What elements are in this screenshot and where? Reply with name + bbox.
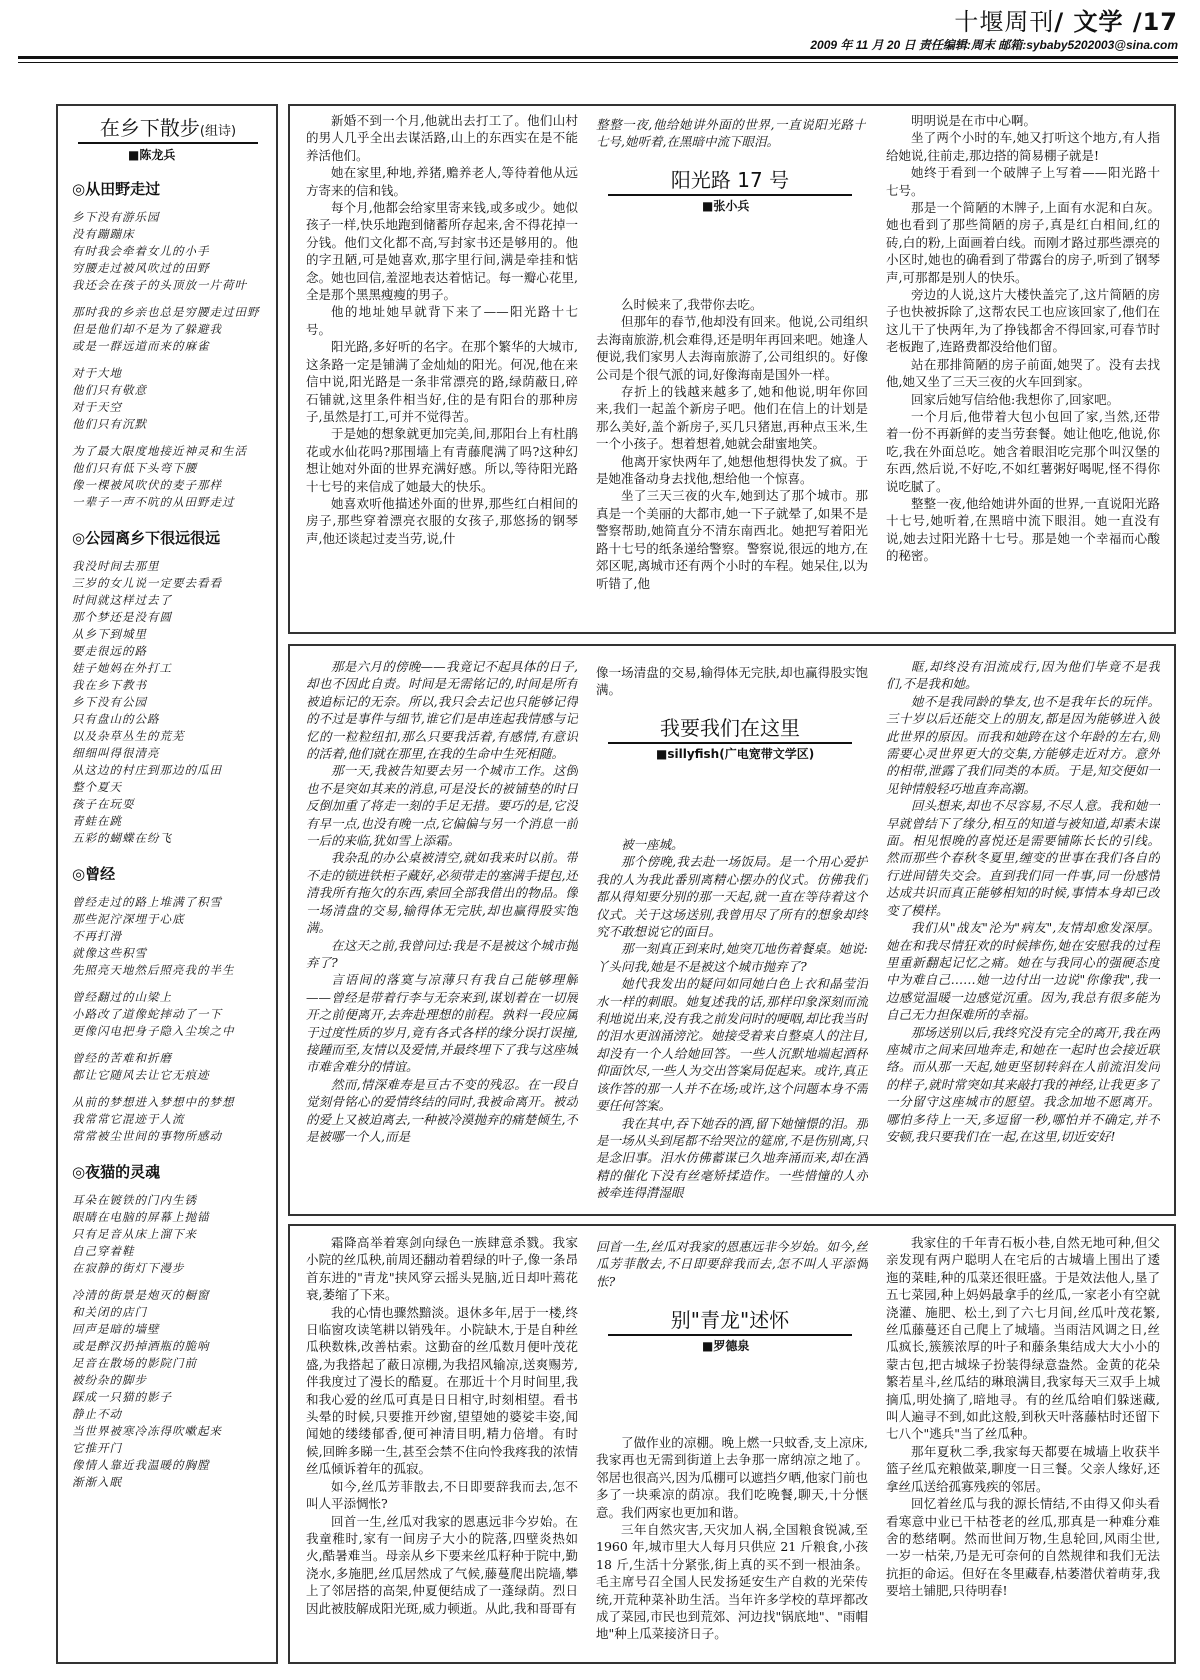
story2-col1 xyxy=(306,658,578,1214)
poem-line: 我常常它混迹于人流 xyxy=(72,1112,185,1126)
story1-col3 xyxy=(886,112,1160,632)
paragraph: 三年自然灾害,天灾加人祸,全国粮食锐减,至 1960 年,城市里大人每月只供应 21 斤粮食,小孩 18 斤,生活十分紧张,街上真的买不到一根油条。毛主席号召全国人民发扬延安生产自救的光荣传统,开荒种菜补助生活。当年许多学校的草坪都改成了菜园,市民也到荒郊、河边找"锅底地"、"雨帽地"种上瓜菜接济日子。 xyxy=(596,1522,868,1642)
poem-line: 眼睛在电脑的屏幕上抛锚 xyxy=(72,1210,210,1224)
poem-line: 他们只有低下头弯下腰 xyxy=(72,461,197,475)
paragraph: 站在那排简陋的房子前面,她哭了。没有去找他,她又坐了三天三夜的火车回到家。 xyxy=(886,356,1160,390)
poem-section-heading: ◎夜猫的灵魂 xyxy=(72,1163,161,1181)
poem-line: 他们只有沉默 xyxy=(72,417,147,431)
paragraph: 新婚不到一个月,他就出去打工了。他们山村的男人几乎全出去谋活路,山上的东西实在是不能养活他们。 xyxy=(306,113,578,163)
poem-line: 有时我会牵着女儿的小手 xyxy=(72,244,210,258)
poem-line: 娃子她妈在外打工 xyxy=(72,661,172,675)
poem-panel xyxy=(56,104,278,1664)
story3-col1 xyxy=(306,1234,578,1662)
story2-title-rule xyxy=(608,742,852,744)
paragraph: 回首一生,丝瓜对我家的恩惠远非今岁始。在我童稚时,家有一间房子大小的院落,四壁炎热如火,酷暑难当。母亲从乡下要来丝瓜籽种于院中,勤浇水,多施肥,丝瓜居然成了气候,藤蔓爬出院墙,攀上了邻居搭的高架,仲夏便结成了一蓬绿荫。烈日因此被肢解成阳光斑,威力顿逝。从此,我和哥哥有 xyxy=(306,1513,578,1616)
story1-title-rule xyxy=(608,194,852,196)
poem-line: 先照亮天地然后照亮我的半生 xyxy=(72,963,235,977)
header-rule-thin xyxy=(18,62,1178,63)
poem-line: 回声是暗的墙壁 xyxy=(72,1322,160,1336)
poem-line: 不再打滑 xyxy=(72,929,122,943)
story2-title: 我要我们在这里 xyxy=(660,716,800,740)
story2-col3 xyxy=(886,658,1160,1214)
paragraph: 于是她的想象就更加完美,间,那阳台上有杜鹃花或水仙花吗?那围墙上有青藤爬满了吗?这种幻想让她对外面的世界充满好感。所以,等待阳光路十七号的来信成了她最大的快乐。 xyxy=(306,426,578,494)
story-sunshine-road xyxy=(288,104,1176,634)
poem-line: 或是一群远道而来的麻雀 xyxy=(72,339,210,353)
paragraph: 言语间的落寞与凉薄只有我自己能够理解——曾经是带着行李与无奈来到,谋划着在一切展开之前便离开,去奔赴理想的前程。孰料一段应属于过度性质的岁月,竟有各式各样的缘分误打误撞,接踵而至,友情以及爱情,并最终埋下了我与这座城市难舍难分的情谊。 xyxy=(306,972,578,1075)
paragraph: 眶,却终没有泪流成行,因为他们毕竟不是我们,不是我和她。 xyxy=(886,659,1160,692)
poem-section-heading: ◎公园离乡下很远很远 xyxy=(72,529,221,547)
poem-line: 要走很远的路 xyxy=(72,644,147,658)
story2-col2 xyxy=(596,836,868,1214)
story2-author: ■sillyfish(广电宽带文学区) xyxy=(656,747,815,761)
paragraph: 一个月后,他带着大包小包回了家,当然,还带着一份不再新鲜的麦当劳套餐。她让他吃,他说,你吃,我在外面总吃。她含着眼泪吃完那个叫汉堡的东西,然后说,不好吃,不如红薯粥好喝呢,怪不得你说吃腻了。 xyxy=(886,408,1160,494)
page-number: 17 xyxy=(1142,8,1178,36)
paragraph: 她代我发出的疑问如同她白色上衣和晶莹泪水一样的刺眼。她复述我的话,那样印象深刻而流利地说出来,没有我之前发问时的哽咽,却比我当时的泪水更汹涌滂沱。她接受着来自整桌人的注目,却没有一个人给她回答。一些人沉默地端起酒杯仰面饮尽,一些人为交出答案局促起来。或许,真正该作答的那一人并不在场;或许,这个问题本身不需要任何答案。 xyxy=(596,976,868,1114)
poem-title-rule xyxy=(78,142,258,144)
stanza-gap xyxy=(72,355,272,365)
poem-line: 只有盘山的公路 xyxy=(72,712,160,726)
poem-line: 踩成一只猫的影子 xyxy=(72,1390,172,1404)
poem-line: 耳朵在镀铁的门内生锈 xyxy=(72,1193,197,1207)
poem-stanza-block xyxy=(72,209,272,511)
paragraph: 那个傍晚,我去赴一场饭局。是一个用心爱护我的人为我此番别离精心摆办的仪式。仿佛我们都从得知要分别的那一天起,就一直在等待着这个仪式。关于这场送别,我曾用尽了所有的想象却终究不敢想说它的面目。 xyxy=(596,854,868,940)
paragraph: 然而,情深难寿是亘古不变的残忍。在一段自觉刻骨铭心的爱情终结的同时,我被命离开。被动的爱上又被迫离去,一种被冷漠抛弃的痛楚倾生,不是被哪一个人,而是 xyxy=(306,1076,578,1144)
poem-line: 对于天空 xyxy=(72,400,122,414)
section-name: 文学 xyxy=(1073,8,1124,36)
poem-line: 穷腰走过被风吹过的田野 xyxy=(72,261,210,275)
poem-body xyxy=(72,178,272,1491)
poem-section-heading: ◎从田野走过 xyxy=(72,180,161,198)
paragraph: 坐了三天三夜的火车,她到达了那个城市。那真是一个美丽的大都市,她一下子就晕了,如果不是警察帮助,她简直分不清东南西北。她把写着阳光路十七号的纸条递给警察。警察说,很远的地方,在郊区呢,离城市还有两个小时的车程。她呆住,以为听错了,他 xyxy=(596,488,868,591)
paragraph: 我们从"战友"沦为"病友",友情却愈发深厚。她在和我尽情狂欢的时候摔伤,她在安慰我的过程里重新翻起记忆之痛。她在与我同心的强硬态度中为难自己……她一边付出一边说"你像我",我一边感觉温暖一边感觉沉重。因为,我总有很多能为自己无力担保难所的幸福。 xyxy=(886,920,1160,1023)
poem-line: 被纷杂的脚步 xyxy=(72,1373,147,1387)
story3-title: 别"青龙"述怀 xyxy=(670,1308,790,1332)
poem-line: 曾经翻过的山梁上 xyxy=(72,990,172,1004)
poem-line: 三岁的女儿说一定要去看看 xyxy=(72,576,222,590)
paragraph: 回头想来,却也不尽容易,不尽人意。我和她一早就曾结下了缘分,相互的知道与被知道,却素未谋面。相见恨晚的喜悦还是需要铺陈长长的引线。然而那些个春秋冬夏里,缠变的世事在我们各自的行进间错失交会。直到我们同一件事,同一份感情达成共识而真正能够相知的时候,事情本身却已改变了模样。 xyxy=(886,798,1160,918)
poem-line: 一辈子一声不吭的从田野走过 xyxy=(72,495,235,509)
story-farewell-loofah xyxy=(288,1224,1176,1664)
poem-line: 我还会在孩子的头顶放一片荷叶 xyxy=(72,278,247,292)
poem-line: 足音在散场的影院门前 xyxy=(72,1356,197,1370)
poem-stanza-block xyxy=(72,558,272,847)
poem-line: 为了最大限度地接近神灵和生活 xyxy=(72,444,247,458)
stanza-gap xyxy=(72,979,272,989)
paragraph: 如今,丝瓜芳菲散去,不日即要辞我而去,怎不叫人平添惆怅? xyxy=(306,1478,578,1512)
poem-line: 五彩的蝴蝶在纷飞 xyxy=(72,831,172,845)
poem-line: 和关闭的店门 xyxy=(72,1305,147,1319)
story1-pullquote: 整整一夜,他给她讲外面的世界,一直说阳光路十七号,她听着,在黑暗中流下眼泪。 xyxy=(596,117,866,150)
paragraph: 明明说是在市中心啊。 xyxy=(911,113,1037,128)
paragraph: 坐了两个小时的车,她又打听这个地方,有人指给她说,往前走,那边搭的简易棚子就是! xyxy=(886,130,1160,163)
poem-author: ■陈龙兵 xyxy=(128,148,176,162)
poem-line: 小路改了道像蛇摔动了一下 xyxy=(72,1007,222,1021)
poem-line: 对于大地 xyxy=(72,366,122,380)
poem-line: 没有蹦蹦床 xyxy=(72,227,135,241)
poem-line: 就像这些积雪 xyxy=(72,946,147,960)
poem-line: 都让它随风去让它无痕迹 xyxy=(72,1068,210,1082)
paragraph: 回家后她写信给他:我想你了,回家吧。 xyxy=(911,391,1120,407)
poem-line: 那些泥泞深埋于心底 xyxy=(72,912,185,926)
poem-line: 我在乡下教书 xyxy=(72,678,147,692)
story3-col3 xyxy=(886,1234,1160,1662)
paragraph: 那一天,我被告知要去另一个城市工作。这倒也不是突如其来的消息,可是没长的被铺垫的时日反倒加重了将走一刻的手足无措。要巧的是,它没有早一点,也没有晚一点,它偏偏与另一个消息一前一后的来临,犹如雪上添霜。 xyxy=(306,763,578,849)
story1-title: 阳光路 17 号 xyxy=(670,168,790,192)
paragraph: 但那年的春节,他却没有回来。他说,公司组织去海南旅游,机会难得,还是明年再回来吧。她逢人便说,我们家男人去海南旅游了,公司组织的。好像公司是个很气派的词,好像海南是国外一样。 xyxy=(596,314,868,382)
poem-line: 青蛙在跳 xyxy=(72,814,122,828)
poem-line: 曾经的苦难和折磨 xyxy=(72,1051,172,1065)
stanza-gap xyxy=(72,1277,272,1287)
paragraph: 回忆着丝瓜与我的源长情结,不由得又仰头看看寒意中业已干枯苍老的丝瓜,那真是一种难分难舍的愁绪啊。然而世间万物,生息轮回,风雨尘世,一岁一枯荣,乃是无可奈何的自然规律和我们无法抗拒的命运。但好在冬里藏春,枯萎潜伏着萌芽,我要培土铺肥,只待明春! xyxy=(886,1496,1160,1599)
poem-line: 更像闪电把身子隐入尘埃之中 xyxy=(72,1024,235,1038)
paper-name: 十堰周刊 xyxy=(954,8,1055,36)
poem-line: 像一棵被风吹伏的麦子那样 xyxy=(72,478,222,492)
paragraph: 被一座城。 xyxy=(621,837,684,852)
paragraph: 存折上的钱越来越多了,她和他说,明年你回来,我们一起盖个新房子吧。他们在信上的计划是那么美好,盖个新房子,买几只猪崽,再种点玉米,生一个小孩子。想着想着,她就会甜蜜地笑。 xyxy=(596,384,868,452)
paragraph: 她在家里,种地,养猪,赡养老人,等待着他从远方寄来的信和钱。 xyxy=(306,165,578,198)
paragraph: 他离开家快两年了,她想他想得快发了疯。于是她准备动身去找他,想给他一个惊喜。 xyxy=(596,453,868,487)
poem-stanza-block xyxy=(72,894,272,1145)
stanza-gap xyxy=(72,433,272,443)
story-we-here xyxy=(288,644,1176,1216)
poem-line: 当世界被寒冷冻得吹嗽起来 xyxy=(72,1424,222,1438)
paragraph: 那场送别以后,我终究没有完全的离开,我在两座城市之间来回地奔走,和她在一起时也会接近联络。而从那一天起,她更坚韧转斜在人前流泪发问的样子,就时常突如其来敲打我的神经,让我更多了一分留守这座城市的愿望。我念加地不愿离开。哪怕多待上一天,多逗留一秒,哪怕并不确定,并不安顿,我只要我们在一起,在这里,切近安好! xyxy=(886,1024,1160,1144)
poem-line: 整个夏天 xyxy=(72,780,122,794)
poem-line: 孩子在玩耍 xyxy=(72,797,135,811)
poem-line: 那个梦还是没有圆 xyxy=(72,610,172,624)
paragraph: 每个月,他都会给家里寄来钱,或多或少。她似孩子一样,快乐地跑到储蓄所存起来,舍不得花掉一分钱。他们文化都不高,写封家书还是够用的。他的字丑陋,可是她喜欢,那字里行间,满是牵挂和惦念。她也回信,羞涩地表达着惦记。每一瓣心花里,全是那个黑黑瘦瘦的男子。 xyxy=(306,200,578,303)
poem-line: 从前的梦想进入梦想中的梦想 xyxy=(72,1095,235,1109)
paragraph: 那年夏秋二季,我家每天都要在城墙上收获半篮子丝瓜充粮做菜,聊度一日三餐。父亲人缘好,还拿丝瓜送给孤寡残疾的邻居。 xyxy=(886,1443,1160,1494)
poem-line: 乡下没有游乐园 xyxy=(72,210,160,224)
poem-stanza-block xyxy=(72,1192,272,1491)
paragraph: 我杂乱的办公桌被清空,就如我来时以前。带不走的锁进铁柜子藏好,必须带走的塞满手提包,还清我所有拖欠的东西,索回全部我借出的物品。像一场清盘的交易,输得体无完肤,却也赢得股实饱满。 xyxy=(306,850,578,936)
poem-section-heading: ◎曾经 xyxy=(72,865,116,883)
paragraph: 我家住的千年青石板小巷,自然无地可种,但父亲发现有两户聪明人在宅后的古城墙上围出了逶迤的菜畦,种的瓜菜还很旺盛。于是效法他人,垦了五七菜园,种上妈妈最拿手的丝瓜,一家老小有空就浇灌、施肥、松土,到了六七月间,丝瓜叶茂花繁,丝瓜藤蔓还自己爬上了城墙。当雨洁风调之日,丝瓜疯长,簇簇浓厚的叶子和藤条集结成大大小小的蒙古包,把古城垛子扮装得绿意盎然。金黄的花朵繁若星斗,丝瓜结的琳琅满目,我家每天三双手上城摘瓜,明处摘了,暗地寻。有的丝瓜给咱们躲迷藏,叫人遍寻不到,如此这般,到秋天叶落藤枯时还留下七八个"逃兵"当了丝瓜种。 xyxy=(886,1235,1160,1442)
story3-pullquote: 回首一生,丝瓜对我家的恩惠远非今岁始。如今,丝瓜芳菲散去,不日即要辞我而去,怎不叫人平添惆怅? xyxy=(596,1239,868,1289)
dateline: 2009 年 11 月 20 日 责任编辑:周末 邮箱:sybaby5202003@sina.com xyxy=(810,38,1178,52)
poem-line: 从这边的村庄到那边的瓜田 xyxy=(72,763,222,777)
paragraph: 那一刻真正到来时,她突兀地伤着餐桌。她说:丫头问我,她是不是被这个城市抛弃了? xyxy=(596,941,868,974)
poem-line: 或是醉汉扔掉酒瓶的脆响 xyxy=(72,1339,210,1353)
poem-line: 冷清的街景是炮灭的橱窗 xyxy=(72,1288,210,1302)
poem-line: 但是他们却不是为了躲避我 xyxy=(72,322,222,336)
poem-line: 那时我的乡亲也总是穷腰走过田野 xyxy=(72,305,260,319)
story2-pullquote: 像一场清盘的交易,输得体无完肤,却也赢得股实饱满。 xyxy=(596,665,868,698)
paragraph: 霜降高举着寒剑向绿色一族肆意杀戮。我家小院的丝瓜秧,前周还翻动着碧绿的叶子,像一条昂首东进的"青龙"挟风穿云摇头晃脑,近日却叶蔫花衰,萎缩了下来。 xyxy=(306,1235,578,1303)
paragraph: 她终于看到一个破牌子上写着——阳光路十七号。 xyxy=(886,165,1160,198)
poem-line: 曾经走过的路上堆满了积雪 xyxy=(72,895,222,909)
story1-col1 xyxy=(306,112,578,632)
story3-author: ■罗德泉 xyxy=(702,1339,750,1353)
stanza-gap xyxy=(72,1040,272,1050)
paragraph: 那是六月的傍晚——我竟记不起具体的日子,却也不因此自责。时间是无需铭记的,时间是所有被追标记的无奈。所以,我只会去记也只能够记得的不过是事件与细节,谁它们是串连起我情感与记忆的一粒粒纽扣,那么只要我活着,有感情,有意识的活着,他们就在那里,在我的生命中生死相随。 xyxy=(306,659,578,762)
paragraph: 他的地址她早就背下来了——阳光路十七号。 xyxy=(306,304,578,337)
masthead: 十堰周刊/ 文学 /17 xyxy=(954,8,1178,36)
stanza-gap xyxy=(72,294,272,304)
paragraph: 她喜欢听他描述外面的世界,那些红白相间的房子,那些穿着漂亮衣服的女孩子,那悠扬的钢琴声,他还谈起过麦当劳,说,什 xyxy=(306,495,578,546)
poem-line: 时间就这样过去了 xyxy=(72,593,172,607)
paragraph: 整整一夜,他给她讲外面的世界,一直说阳光路十七号,她听着,在黑暗中流下眼泪。她一直没有说,她去过阳光路十七号。那是她一个幸福而心酸的秘密。 xyxy=(886,495,1160,564)
poem-line: 它推开门 xyxy=(72,1441,122,1455)
paragraph: 那是一个简陋的木牌子,上面有水泥和白灰。她也看到了那些简陋的房子,真是红白相间,红的砖,白的粉,上面画着白线。而刚才路过那些漂亮的小区时,她也的确看到了带露台的房子,听到了钢琴声,可那都是别人的快乐。 xyxy=(886,200,1160,285)
poem-line: 乡下没有公园 xyxy=(72,695,147,709)
paragraph: 我在其中,吞下她吞的酒,留下她憧憬的泪。那是一场从头到尾都不给哭泣的筵席,不是伤别离,只是念旧事。泪水仿佛蓄谋已久地奔涌而来,却在酒精的催化下没有丝毫矫揉造作。一些惜憧的人亦被牵连得潸湿眼 xyxy=(596,1115,868,1201)
poem-line: 我没时间去那里 xyxy=(72,559,160,573)
story1-author: ■张小兵 xyxy=(702,199,750,213)
paragraph: 我的心情也骤然黯淡。退休多年,居于一楼,终日临窗攻读笔耕以销残年。小院缺木,于是自种丝瓜秧数株,改善枯索。这勤奋的丝瓜数月便叶茂花盛,为我搭起了蔽日凉棚,为我招风输凉,送爽赐芳,伴我度过了漫长的酷夏。在那近十个月时间里,我和我心爱的丝瓜可真是日日相守,时刻相望。看书头晕的时候,只要推开纱窗,望望她的婆娑丰姿,闻闻她的缕缕郁香,便可神清目明,精力倍增。有时候,回眸多睇一生,甚至会禁不住向怜我疼我的浓情丝瓜倾诉着年的孤寂。 xyxy=(306,1304,578,1477)
paragraph: 她不是我同龄的挚友,也不是我年长的玩伴。三十岁以后还能交上的朋友,都是因为能够进入彼此世界的原因。而我和她跨在这个年龄的左右,则需要心灵世界更大的交集,方能够走近对方。意外的相带,泄露了我们同类的本质。于是,知交便如一见钟情般轻巧地直奔高潮。 xyxy=(886,693,1160,796)
paragraph: 阳光路,多好听的名字。在那个繁华的大城市,这条路一定是铺满了金灿灿的阳光。何况,他在来信中说,阳光路是一条非常漂亮的路,绿荫蔽日,碎石铺就,这里条件相当好,住的是有阳台的那种房子,虽然是打工,可并不觉得苦。 xyxy=(306,339,578,424)
poem-line: 自己穿着鞋 xyxy=(72,1244,135,1258)
poem-line: 从乡下到城里 xyxy=(72,627,147,641)
paragraph: 么时候来了,我带你去吃。 xyxy=(621,297,763,312)
poem-line: 细细叫得很清亮 xyxy=(72,746,160,760)
poem-line: 渐渐入眠 xyxy=(72,1475,122,1489)
poem-line: 只有足音从床上溜下来 xyxy=(72,1227,197,1241)
poem-line: 在寂静的街灯下漫步 xyxy=(72,1261,185,1275)
poem-line: 以及杂草丛生的荒芜 xyxy=(72,729,185,743)
paragraph: 了做作业的凉棚。晚上燃一只蚊香,支上凉床,我家再也无需到街道上去争那一席纳凉之地了。邻居也很高兴,因为瓜棚可以遮挡夕晒,他家门前也多了一块乘凉的荫凉。我们吃晚餐,聊天,十分惬意。我们两家也更加和谐。 xyxy=(596,1435,868,1520)
poem-line: 像情人靠近我温暖的胸膛 xyxy=(72,1458,210,1472)
header-rule xyxy=(18,56,1178,59)
stanza-gap xyxy=(72,1084,272,1094)
paragraph: 旁边的人说,这片大楼快盖完了,这片简陋的房子也快被拆除了,这帮农民工也应该回家了,他们在这儿干了快两年,为了挣钱都舍不得回家,可春节时老板跑了,连路费都没给他们留。 xyxy=(886,287,1160,355)
poem-line: 常常被尘世间的事物所感动 xyxy=(72,1129,222,1143)
story3-title-rule xyxy=(608,1334,852,1336)
paragraph: 在这天之前,我曾问过:我是不是被这个城市抛弃了? xyxy=(306,937,578,970)
poem-line: 他们只有敬意 xyxy=(72,383,147,397)
story3-col2 xyxy=(596,1434,868,1662)
poem-title: 在乡下散步(组诗) xyxy=(99,116,237,140)
poem-line: 静止不动 xyxy=(72,1407,122,1421)
story1-col2 xyxy=(596,296,868,632)
